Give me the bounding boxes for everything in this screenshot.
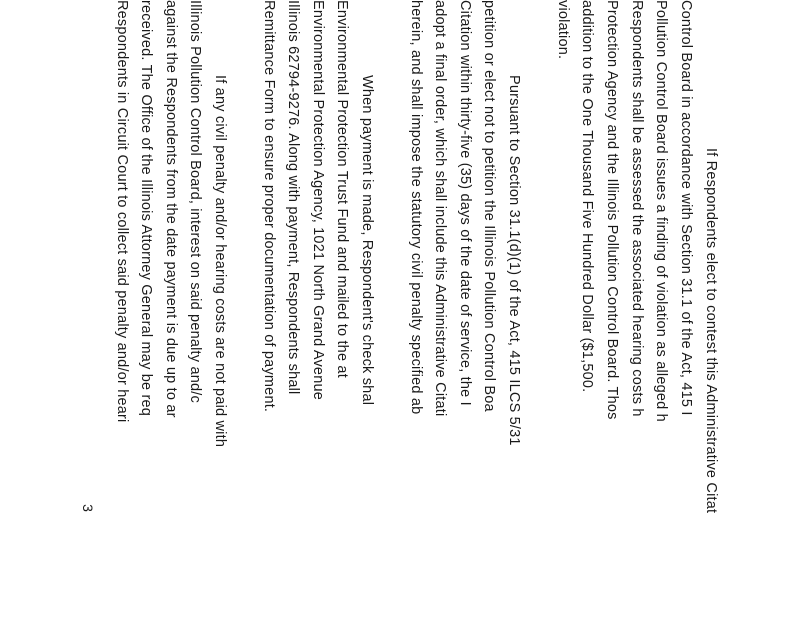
text-line: adopt a final order, which shall include this Administrative Citati: [432, 0, 448, 417]
text-line: If any civil penalty and/or hearing costs are not paid with: [212, 75, 228, 448]
text-line: Illinois Pollution Control Board, interest on said penalty and/c: [187, 0, 203, 403]
text-line: Environmental Protection Trust Fund and mailed to the at: [334, 0, 350, 378]
text-line: Remittance Form to ensure proper documentation of payment.: [261, 0, 277, 413]
text-line: received. The Office of the Illinois Attorney General may be req: [138, 0, 154, 417]
text-line: violation.: [555, 0, 571, 60]
text-line: Illinois 62794-9276. Along with payment, Respondents shall: [285, 0, 301, 395]
text-line: If Respondents elect to contest this Administrative Citat: [703, 148, 719, 514]
text-line: addition to the One Thousand Five Hundred Dollar ($1,500.: [579, 0, 595, 393]
text-line: Respondents shall be assessed the associated hearing costs h: [629, 0, 645, 417]
text-line: against the Respondents from the date payment is due up to ar: [163, 0, 179, 418]
text-line: Pursuant to Section 31.1(d)(1) of the Act, 415 ILCS 5/31: [506, 75, 522, 446]
text-line: Environmental Protection Agency, 1021 North Grand Avenue: [310, 0, 326, 400]
rotated-text-block: [114, 0, 725, 618]
text-line: When payment is made, Respondent's check shal: [359, 75, 375, 406]
text-line: Pollution Control Board issues a finding of violation as alleged h: [653, 0, 669, 422]
text-line: Protection Agency and the Illinois Pollution Control Board. Thos: [604, 0, 620, 420]
text-line: petition or elect not to petition the Illinois Pollution Control Boa: [481, 0, 497, 412]
text-line: Citation within thirty-five (35) days of the date of service, the I: [457, 0, 473, 406]
text-line: Control Board in accordance with Section 31.1 of the Act, 415 I: [678, 0, 694, 416]
page-number: 3: [79, 504, 96, 512]
text-line: Respondents in Circuit Court to collect said penalty and/or heari: [114, 0, 130, 423]
text-line: herein, and shall impose the statutory civil penalty specified ab: [408, 0, 424, 415]
